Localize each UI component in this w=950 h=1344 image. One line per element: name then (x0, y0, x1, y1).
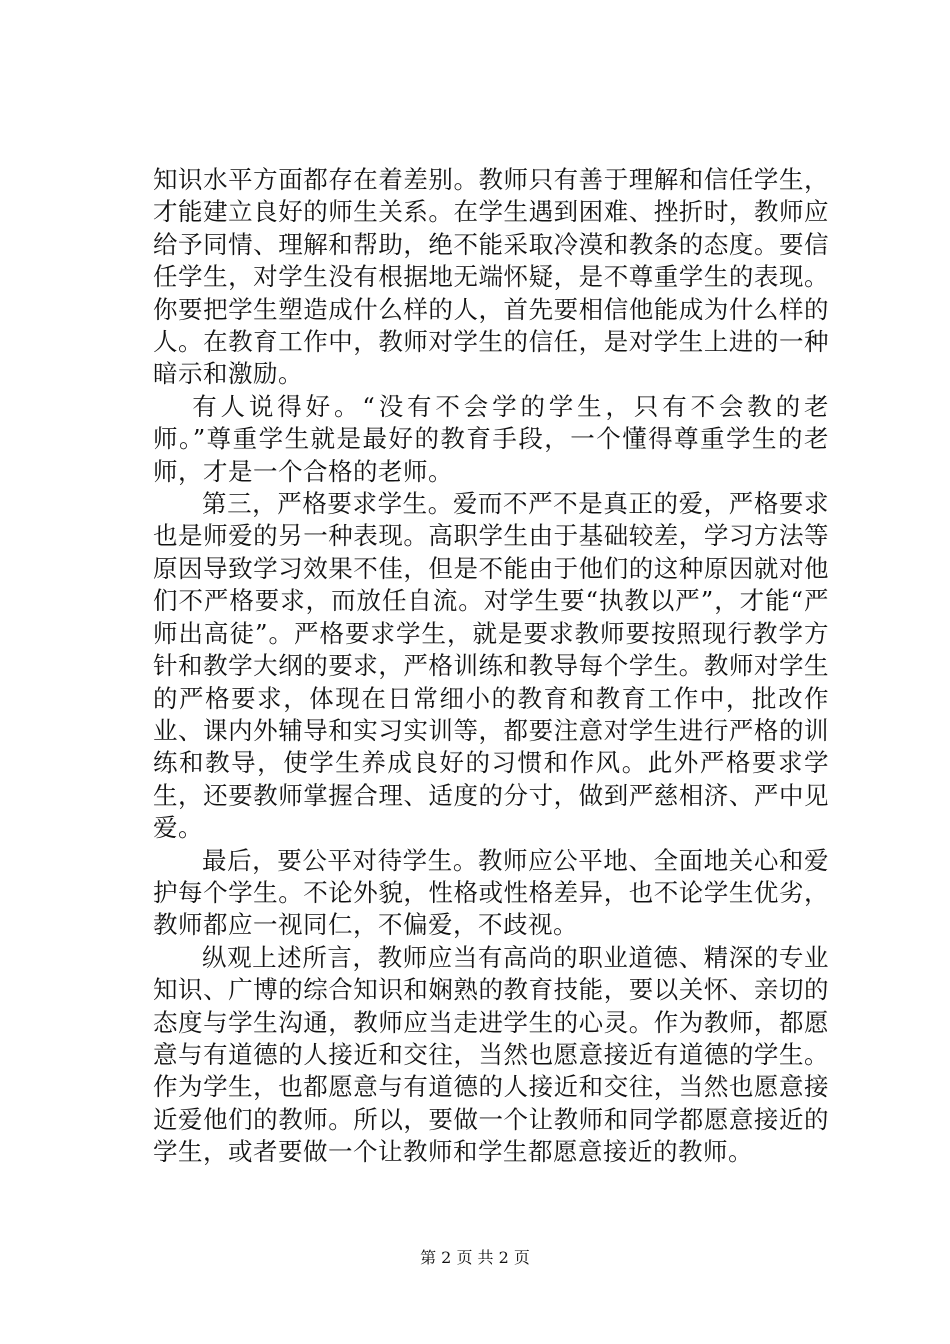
document-body (153, 164, 829, 1169)
paragraph-4: 最后，要公平对待学生。教师应公平地、全面地关心和爱护每个学生。不论外貌，性格或性格差异，也不论学生优劣，教师都应一视同仁，不偏爱，不歧视。 (153, 845, 829, 940)
paragraph-1: 知识水平方面都存在着差别。教师只有善于理解和信任学生，才能建立良好的师生关系。在学生遇到困难、挫折时，教师应给予同情、理解和帮助，绝不能采取冷漠和教条的态度。要信任学生，对学生没有根据地无端怀疑，是不尊重学生的表现。你要把学生塑造成什么样的人，首先要相信他能成为什么样的人。在教育工作中，教师对学生的信任，是对学生上进的一种暗示和激励。 (153, 165, 829, 389)
paragraph-3: 第三，严格要求学生。爱而不严不是真正的爱，严格要求也是师爱的另一种表现。高职学生由于基础较差，学习方法等原因导致学习效果不佳，但是不能由于他们的这种原因就对他们不严格要求，而放任自流。对学生要“执教以严”，才能“严师出高徒”。严格要求学生，就是要求教师要按照现行教学方针和教学大纲的要求，严格训练和教导每个学生。教师对学生的严格要求，体现在日常细小的教育和教育工作中，批改作业、课内外辅导和实习实训等，都要注意对学生进行严格的训练和教导，使学生养成良好的习惯和作风。此外严格要求学生，还要教师掌握合理、适度的分寸，做到严慈相济、严中见爱。 (153, 489, 829, 843)
paragraph-2: 有人说得好。“没有不会学的学生，只有不会教的老师。”尊重学生就是最好的教育手段，一个懂得尊重学生的老师，才是一个合格的老师。 (153, 391, 829, 486)
page-footer (0, 1245, 950, 1268)
paragraph-5: 纵观上述所言，教师应当有高尚的职业道德、精深的专业知识、广博的综合知识和娴熟的教育技能，要以关怀、亲切的态度与学生沟通，教师应当走进学生的心灵。作为教师，都愿意与有道德的人接近和交往，当然也愿意接近有道德的学生。作为学生，也都愿意与有道德的人接近和交往，当然也愿意接近爱他们的教师。所以，要做一个让教师和同学都愿意接近的学生，或者要做一个让教师和学生都愿意接近的教师。 (153, 942, 829, 1167)
page-number-label: 第 2 页 共 2 页 (420, 1248, 530, 1267)
